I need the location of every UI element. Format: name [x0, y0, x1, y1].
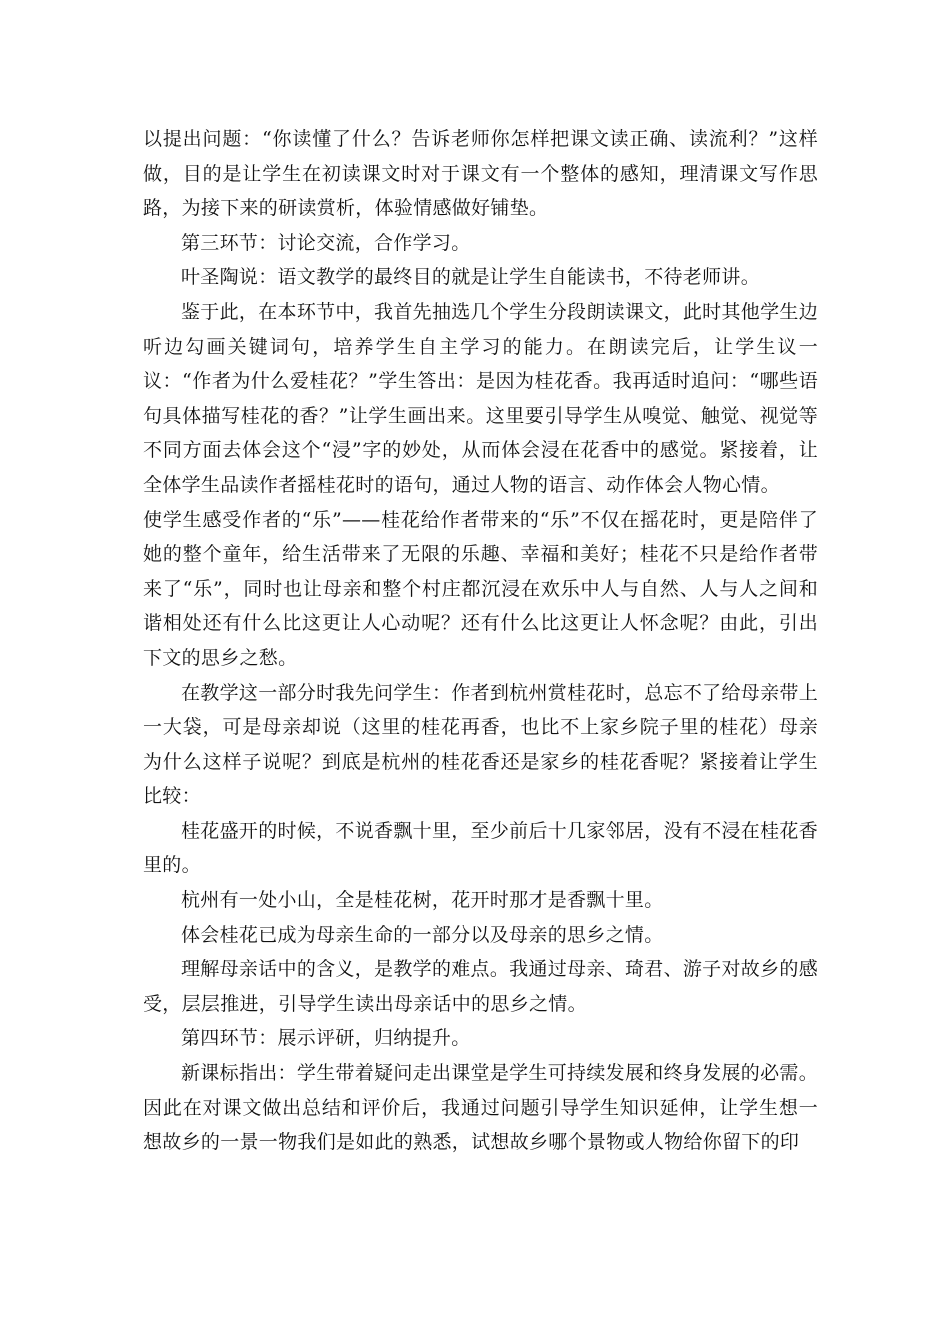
paragraph-12: 新课标指出：学生带着疑问走出课堂是学生可持续发展和终身发展的必需。因此在对课文做出总结和评价后，我通过问题引导学生知识延伸，让学生想一想故乡的一景一物我们是如此的熟悉，试想故乡哪个景物或人物给你留下的印 — [143, 1062, 818, 1154]
paragraph-10: 理解母亲话中的含义，是教学的难点。我通过母亲、琦君、游子对故乡的感受，层层推进，引导学生读出母亲话中的思乡之情。 — [143, 958, 818, 1015]
document-body — [143, 122, 818, 1160]
paragraph-6: 在教学这一部分时我先问学生：作者到杭州赏桂花时，总忘不了给母亲带上一大袋，可是母亲却说（这里的桂花再香，也比不上家乡院子里的桂花）母亲为什么这样子说呢？到底是杭州的桂花香还是家乡的桂花香呢？紧接着让学生比较： — [143, 681, 818, 808]
paragraph-3: 叶圣陶说：语文教学的最终目的就是让学生自能读书，不待老师讲。 — [181, 266, 761, 289]
paragraph-7: 桂花盛开的时候，不说香飘十里，至少前后十几家邻居，没有不浸在桂花香里的。 — [143, 819, 818, 877]
paragraph-4: 鉴于此，在本环节中，我首先抽选几个学生分段朗读课文，此时其他学生边听边勾画关键词句，培养学生自主学习的能力。在朗读完后，让学生议一议：“作者为什么爱桂花？”学生答出：是因为桂花香。我再适时追问：“哪些语句具体描写桂花的香？”让学生画出来。这里要引导学生从嗅觉、触觉、视觉等不同方面去体会这个“浸”字的妙处，从而体会浸在花香中的感觉。紧接着，让全体学生品读作者摇桂花时的语句，通过人物的语言、动作体会人物心情。 — [143, 300, 818, 496]
paragraph-1: 以提出问题：“你读懂了什么？告诉老师你怎样把课文读正确、读流利？”这样做，目的是让学生在初读课文时对于课文有一个整体的感知，理清课文写作思路，为接下来的研读赏析，体验情感做好铺垫。 — [143, 128, 818, 220]
paragraph-11: 第四环节：展示评研，归纳提升。 — [181, 1027, 471, 1050]
paragraph-8: 杭州有一处小山，全是桂花树，花开时那才是香飘十里。 — [181, 889, 664, 912]
paragraph-5: 使学生感受作者的“乐”——桂花给作者带来的“乐”不仅在摇花时，更是陪伴了她的整个童年，给生活带来了无限的乐趣、幸福和美好；桂花不只是给作者带来了“乐”，同时也让母亲和整个村庄都沉浸在欢乐中人与自然、人与人之间和谐相处还有什么比这更让人心动呢？还有什么比这更让人怀念呢？由此，引出下文的思乡之愁。 — [143, 508, 818, 669]
paragraph-2: 第三环节：讨论交流，合作学习。 — [181, 231, 471, 254]
paragraph-9: 体会桂花已成为母亲生命的一部分以及母亲的思乡之情。 — [181, 923, 664, 946]
